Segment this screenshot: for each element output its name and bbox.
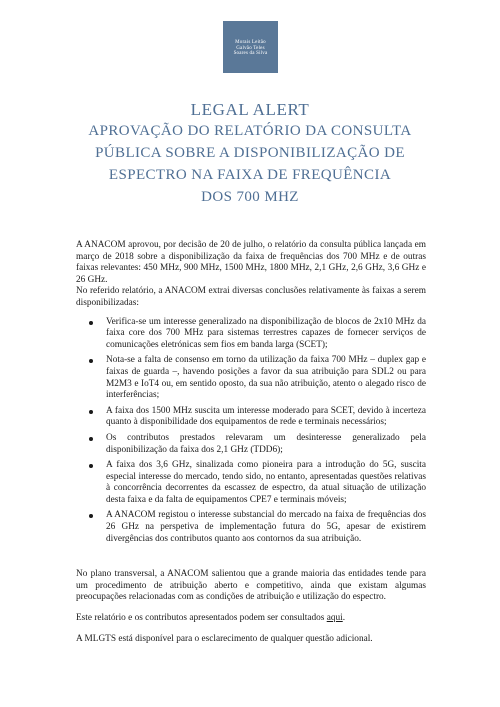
bullet-icon [89, 410, 93, 414]
subtitle-line: DOS 700 MHZ [201, 189, 299, 205]
bullet-icon [89, 464, 93, 468]
document-header [0, 100, 500, 208]
closing-paragraph: No plano transversal, a ANACOM salientou que a grande maioria das entidades tende para um procedimento de atribuição aberto e competitivo, ainda que existam algumas preocupações relacionadas com as condições de atribuição e utilização do espectro. [76, 569, 426, 603]
logo-line: Morais Leitão [235, 40, 266, 45]
firm-logo [223, 21, 278, 73]
report-end: . [342, 613, 346, 624]
list-item-text: A faixa dos 3,6 GHz, sinalizada como pioneira para a introdução do 5G, suscita especial interesse do mercado, tendo sido, no entanto, apresentadas questões relativas à concorrência decorrentes da escassez de espectro, da atual situação de utilização desta faixa e da falta de equipamentos CPE7 e terminais móveis; [106, 460, 426, 505]
logo-line: Soares da Silva [233, 51, 268, 57]
report-paragraph [76, 613, 426, 625]
conclusions-list [76, 317, 426, 546]
bullet-icon [89, 437, 93, 441]
bullet-icon [89, 321, 93, 325]
intro-paragraph: A ANACOM aprovou, por decisão de 20 de julho, o relatório da consulta pública lançada em março de 2018 sobre a disponibilização da faixa de frequências dos 700 MHz e de outras faixas relevantes: 450 MHz, 900 MHz, 1500 MHz, 1800 MHz, 2,1 GHz, 2,6 GHz, 3,6 GHz e 26 GHz. [76, 240, 426, 285]
list-item-text: Nota-se a falta de consenso em torno da utilização da faixa 700 MHz – duplex gap e faixas de guarda –, havendo posições a favor da sua atribuição para SDL2 ou para M2M3 e IoT4 ou, em sentido oposto, da sua não atribuição, atento o alegado risco de interferências; [106, 355, 426, 401]
list-item-text: A ANACOM registou o interesse substancial do mercado na faixa de frequências dos 26 GHz na perspetiva de implementação futura do 5G, apesar de existirem divergências dos contributos quanto aos contornos da sua atribuição. [106, 510, 426, 544]
list-item-text: Verifica-se um interesse generalizado na disponibilização de blocos de 2x10 MHz da faixa core dos 700 MHz para sistemas terrestres capazes de fornecer serviços de comunicações eletrónicas sem fios em banda larga (SCET); [106, 316, 426, 350]
list-item [76, 355, 426, 401]
subtitle-line: PÚBLICA SOBRE A DISPONIBILIZAÇÃO DE [95, 145, 405, 161]
document-body [76, 240, 426, 645]
list-item-text: A faixa dos 1500 MHz suscita um interesse moderado para SCET, devido à incerteza quanto à disponibilidade dos equipamentos de rede e terminais necessários; [106, 405, 426, 428]
list-item [76, 510, 426, 545]
subtitle-line: APROVAÇÃO DO RELATÓRIO DA CONSULTA [88, 123, 412, 139]
subtitle-line: ESPECTRO NA FAIXA DE FREQUÊNCIA [108, 167, 392, 183]
bullet-icon [89, 514, 93, 518]
list-item [76, 406, 426, 429]
list-item-text: Os contributos prestados relevaram um desinteresse generalizado pela disponibilização da faixa dos 2,1 GHz (TDD6); [106, 432, 426, 455]
list-item [76, 433, 426, 456]
logo-line: Galvão Teles [236, 45, 265, 51]
list-item [76, 317, 426, 352]
report-text: Este relatório e os contributos apresentados podem ser consultados [76, 613, 327, 624]
list-item [76, 460, 426, 506]
bullet-icon [89, 359, 93, 363]
intro-paragraph-2: No referido relatório, a ANACOM extrai diversas conclusões relativamente às faixas a serem disponibilizadas: [76, 286, 426, 308]
final-paragraph: A MLGTS está disponível para o esclarecimento de qualquer questão adicional. [76, 633, 373, 644]
report-link[interactable]: aqui [326, 613, 343, 624]
document-title: LEGAL ALERT [190, 100, 310, 119]
